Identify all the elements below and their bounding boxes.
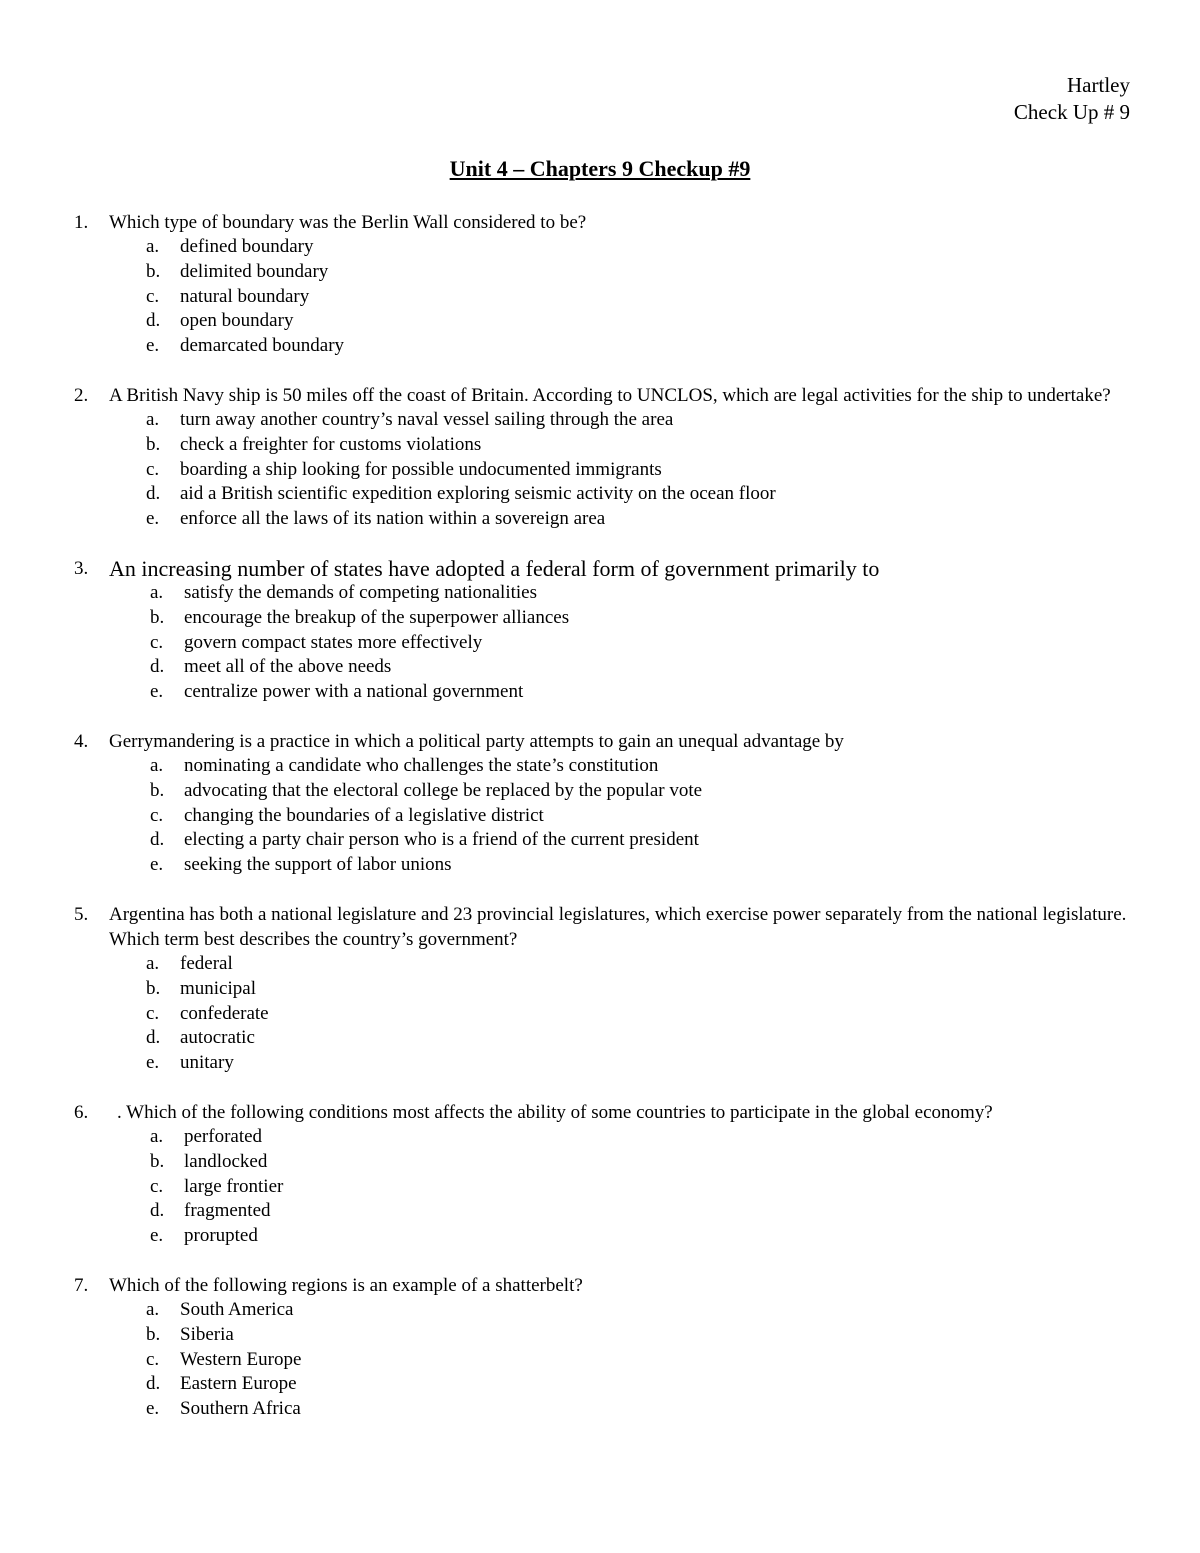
option-letter: c. — [150, 804, 164, 826]
option-list — [109, 235, 1130, 359]
option-item — [109, 1323, 1130, 1348]
question-6 — [0, 1100, 1200, 1249]
option-item — [109, 1051, 1130, 1076]
question-text: A British Navy ship is 50 miles off the coast of Britain. According to UNCLOS, which are legal activities for the ship to undertake? — [109, 384, 1111, 406]
option-letter: c. — [146, 1002, 160, 1024]
option-text: seeking the support of labor unions — [184, 854, 452, 876]
question-text: Argentina has both a national legislature and 23 provincial legislatures, which exercise power separately from the national legislature. Which term best describes the country’s government? — [109, 903, 1127, 950]
question-text: . Which of the following conditions most affects the ability of some countries to participate in the global economy? — [117, 1101, 993, 1123]
option-text: aid a British scientific expedition exploring seismic activity on the ocean floor — [180, 483, 776, 505]
option-item — [113, 1175, 1130, 1200]
option-text: boarding a ship looking for possible undocumented immigrants — [180, 458, 662, 480]
option-text: fragmented — [184, 1200, 271, 1222]
option-letter: b. — [150, 779, 165, 801]
option-text: electing a party chair person who is a friend of the current president — [184, 829, 699, 851]
question-number: 5. — [74, 903, 89, 925]
option-letter: b. — [146, 260, 161, 282]
option-letter: e. — [146, 508, 160, 530]
option-list — [109, 952, 1130, 1076]
option-letter: a. — [150, 754, 164, 776]
option-text: Southern Africa — [180, 1398, 301, 1420]
option-item — [113, 754, 1130, 779]
option-letter: e. — [146, 335, 160, 357]
author-name: Hartley — [1067, 73, 1130, 97]
option-item — [113, 1199, 1130, 1224]
option-text: nominating a candidate who challenges the state’s constitution — [184, 754, 659, 776]
option-letter: d. — [150, 1200, 165, 1222]
option-text: changing the boundaries of a legislative district — [184, 804, 544, 826]
option-text: delimited boundary — [180, 260, 329, 282]
option-item — [109, 1397, 1130, 1422]
option-text: encourage the breakup of the superpower alliances — [184, 606, 570, 628]
question-text: Which type of boundary was the Berlin Wall considered to be? — [109, 212, 587, 233]
option-text: check a freighter for customs violations — [180, 433, 482, 455]
option-text: advocating that the electoral college be replaced by the popular vote — [184, 779, 703, 801]
option-text: defined boundary — [180, 236, 314, 257]
option-text: turn away another country’s naval vessel sailing through the area — [180, 408, 674, 430]
option-letter: b. — [146, 433, 161, 455]
option-item — [109, 977, 1130, 1002]
option-letter: c. — [146, 458, 160, 480]
option-item — [113, 853, 1130, 878]
option-item — [109, 482, 1130, 507]
option-letter: d. — [150, 829, 165, 851]
option-text: federal — [180, 952, 233, 974]
option-letter: a. — [146, 408, 160, 430]
option-letter: c. — [146, 285, 160, 307]
question-number: 4. — [74, 730, 89, 752]
option-text: meet all of the above needs — [184, 656, 392, 678]
option-item — [113, 655, 1130, 680]
question-number: 3. — [74, 557, 89, 579]
question-2 — [0, 383, 1200, 532]
option-item — [113, 1150, 1130, 1175]
question-text: Which of the following regions is an example of a shatterbelt? — [109, 1274, 583, 1296]
option-item — [113, 631, 1130, 656]
option-item — [109, 458, 1130, 483]
option-letter: e. — [150, 1225, 164, 1247]
question-text: Gerrymandering is a practice in which a political party attempts to gain an unequal advantage by — [109, 730, 844, 752]
option-letter: d. — [146, 1027, 161, 1049]
option-item — [109, 1002, 1130, 1027]
option-list — [109, 581, 1130, 705]
option-item — [109, 1348, 1130, 1373]
option-item — [109, 1026, 1130, 1051]
option-list — [109, 408, 1130, 532]
option-letter: d. — [146, 310, 161, 332]
option-text: govern compact states more effectively — [184, 631, 483, 653]
option-text: natural boundary — [180, 285, 310, 307]
option-item — [113, 779, 1130, 804]
option-letter: a. — [150, 581, 164, 603]
option-text: municipal — [180, 977, 256, 999]
option-item — [109, 309, 1130, 334]
option-text: open boundary — [180, 310, 294, 332]
option-list — [109, 754, 1130, 878]
option-text: Western Europe — [180, 1348, 302, 1370]
option-letter: b. — [146, 1323, 161, 1345]
option-text: unitary — [180, 1052, 234, 1074]
option-text: large frontier — [184, 1175, 284, 1197]
option-item — [109, 1372, 1130, 1397]
option-list — [109, 1298, 1130, 1422]
option-letter: e. — [146, 1052, 160, 1074]
option-item — [113, 804, 1130, 829]
option-letter: b. — [146, 977, 161, 999]
option-letter: e. — [150, 854, 164, 876]
option-letter: c. — [150, 631, 164, 653]
option-letter: a. — [146, 952, 160, 974]
option-letter: b. — [150, 1150, 165, 1172]
question-4 — [0, 729, 1200, 878]
option-item — [113, 606, 1130, 631]
question-number: 1. — [74, 212, 89, 233]
question-7 — [0, 1273, 1200, 1422]
option-item — [109, 507, 1130, 532]
option-letter: d. — [146, 483, 161, 505]
option-text: Siberia — [180, 1323, 234, 1345]
question-number: 6. — [74, 1101, 89, 1123]
option-item — [109, 334, 1130, 359]
option-item — [113, 581, 1130, 606]
option-text: Eastern Europe — [180, 1373, 297, 1395]
question-number: 7. — [74, 1274, 89, 1296]
option-letter: e. — [146, 1398, 160, 1420]
option-letter: a. — [146, 1298, 160, 1320]
option-text: autocratic — [180, 1027, 255, 1049]
document-header — [1014, 72, 1130, 126]
option-text: satisfy the demands of competing nationalities — [184, 581, 538, 603]
option-text: demarcated boundary — [180, 335, 345, 357]
option-letter: e. — [150, 681, 164, 703]
option-item — [109, 260, 1130, 285]
question-1 — [0, 210, 1200, 359]
question-list — [0, 210, 1200, 1446]
option-item — [113, 680, 1130, 705]
header-subtitle: Check Up # 9 — [1013, 100, 1130, 124]
option-text: prorupted — [184, 1225, 258, 1247]
option-letter: a. — [146, 236, 160, 257]
option-letter: b. — [150, 606, 165, 628]
page-title: Unit 4 – Chapters 9 Checkup #9 — [449, 156, 751, 181]
option-letter: d. — [146, 1373, 161, 1395]
option-item — [113, 1224, 1130, 1249]
option-letter: c. — [150, 1175, 164, 1197]
question-3 — [0, 556, 1200, 705]
option-item — [109, 285, 1130, 310]
question-number: 2. — [74, 384, 89, 406]
option-letter: a. — [150, 1125, 164, 1147]
option-text: landlocked — [184, 1150, 268, 1172]
question-5 — [0, 902, 1200, 1076]
option-list — [109, 1125, 1130, 1249]
option-letter: c. — [146, 1348, 160, 1370]
question-text: An increasing number of states have adopted a federal form of government primarily to — [109, 555, 880, 581]
option-text: perforated — [184, 1125, 263, 1147]
option-letter: d. — [150, 656, 165, 678]
option-item — [109, 408, 1130, 433]
option-text: South America — [180, 1298, 294, 1320]
option-text: enforce all the laws of its nation within a sovereign area — [180, 508, 606, 530]
option-item — [109, 433, 1130, 458]
option-item — [109, 235, 1130, 260]
option-item — [109, 952, 1130, 977]
option-item — [109, 1298, 1130, 1323]
option-item — [113, 1125, 1130, 1150]
option-item — [113, 828, 1130, 853]
option-text: confederate — [180, 1002, 269, 1024]
option-text: centralize power with a national government — [184, 681, 524, 703]
